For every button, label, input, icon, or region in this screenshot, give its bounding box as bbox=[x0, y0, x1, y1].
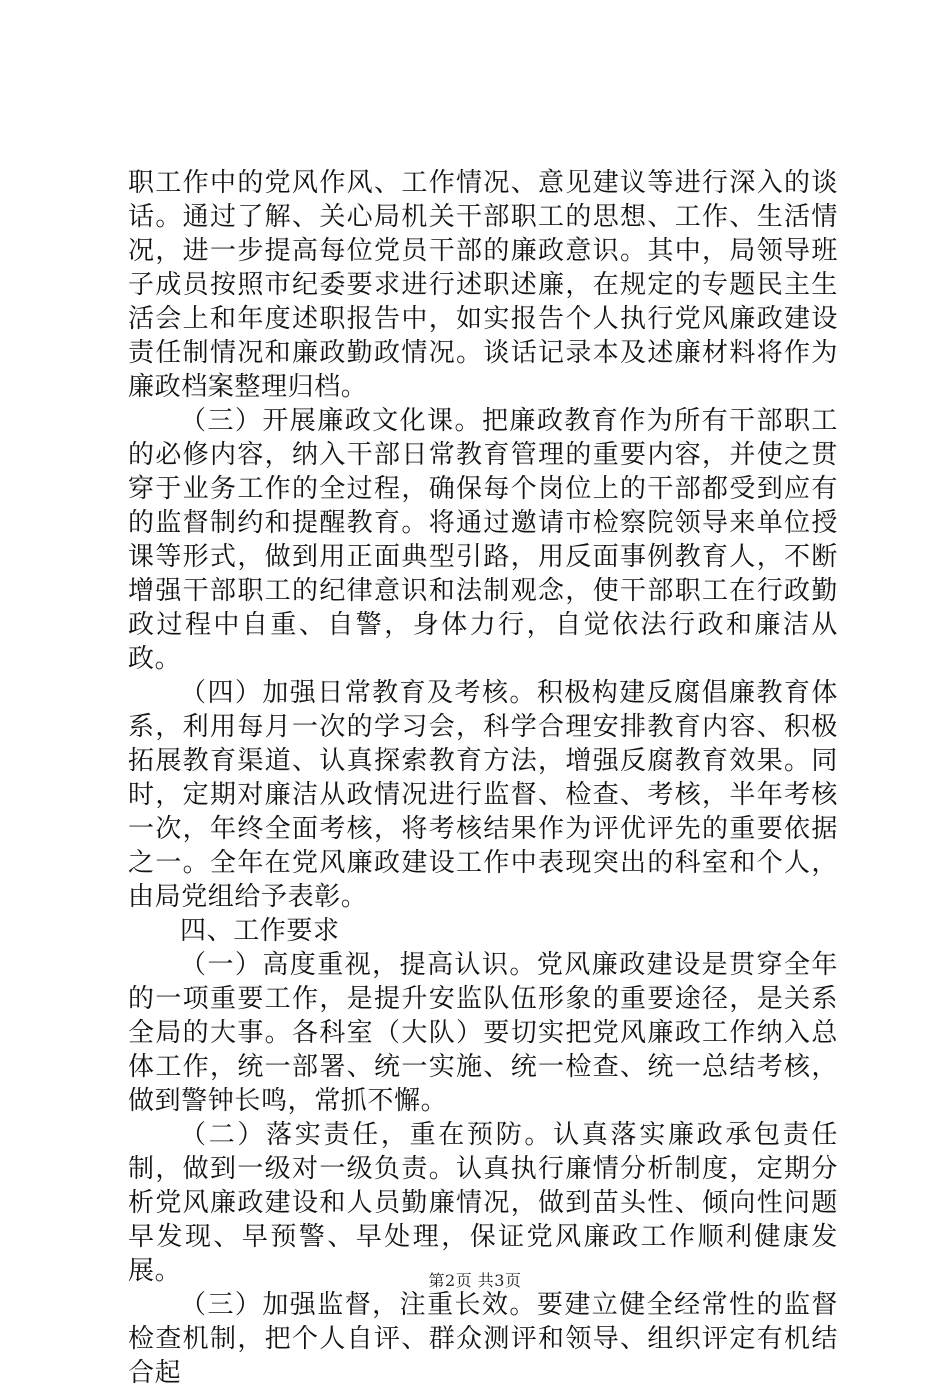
heading-work-requirements: 四、工作要求 bbox=[180, 916, 340, 946]
paragraph-section-4-education: （四）加强日常教育及考核。积极构建反腐倡廉教育体系，利用每月一次的学习会，科学合理安排教育内容、积极拓展教育渠道、认真探索教育方法，增强反腐教育效果。同时，定期对廉洁从政情况进行监督、检查、考核，半年考核一次，年终全面考核，将考核结果作为评优评先的重要依据之一。全年在党风廉政建设工作中表现突出的科室和个人，由局党组给予表彰。 bbox=[128, 678, 838, 912]
page-number-footer: 第2页 共3页 bbox=[428, 1271, 522, 1290]
paragraph-requirement-3: （三）加强监督，注重长效。要建立健全经常性的监督检查机制，把个人自评、群众测评和领导、组织评定有机结合起 bbox=[128, 1290, 838, 1388]
paragraph-requirement-2: （二）落实责任，重在预防。认真落实廉政承包责任制，做到一级对一级负责。认真执行廉情分析制度，定期分析党风廉政建设和人员勤廉情况，做到苗头性、倾向性问题早发现、早预警、早处理，保证党风廉政工作顺利健康发展。 bbox=[128, 1120, 838, 1286]
paragraph-continuation: 职工作中的党风作风、工作情况、意见建议等进行深入的谈话。通过了解、关心局机关干部职工的思想、工作、生活情况，进一步提高每位党员干部的廉政意识。其中，局领导班子成员按照市纪委要求进行述职述廉，在规定的专题民主生活会上和年度述职报告中，如实报告个人执行党风廉政建设责任制情况和廉政勤政情况。谈话记录本及述廉材料将作为廉政档案整理归档。 bbox=[128, 168, 838, 402]
document-body bbox=[128, 166, 838, 1390]
paragraph-section-3-culture: （三）开展廉政文化课。把廉政教育作为所有干部职工的必修内容，纳入干部日常教育管理的重要内容，并使之贯穿于业务工作的全过程，确保每个岗位上的干部都受到应有的监督制约和提醒教育。将通过邀请市检察院领导来单位授课等形式，做到用正面典型引路，用反面事例教育人，不断增强干部职工的纪律意识和法制观念，使干部职工在行政勤政过程中自重、自警，身体力行，自觉依法行政和廉洁从政。 bbox=[128, 406, 838, 674]
paragraph-requirement-1: （一）高度重视，提高认识。党风廉政建设是贯穿全年的一项重要工作，是提升安监队伍形象的重要途径，是关系全局的大事。各科室（大队）要切实把党风廉政工作纳入总体工作，统一部署、统一实施、统一检查、统一总结考核，做到警钟长鸣，常抓不懈。 bbox=[128, 950, 838, 1116]
